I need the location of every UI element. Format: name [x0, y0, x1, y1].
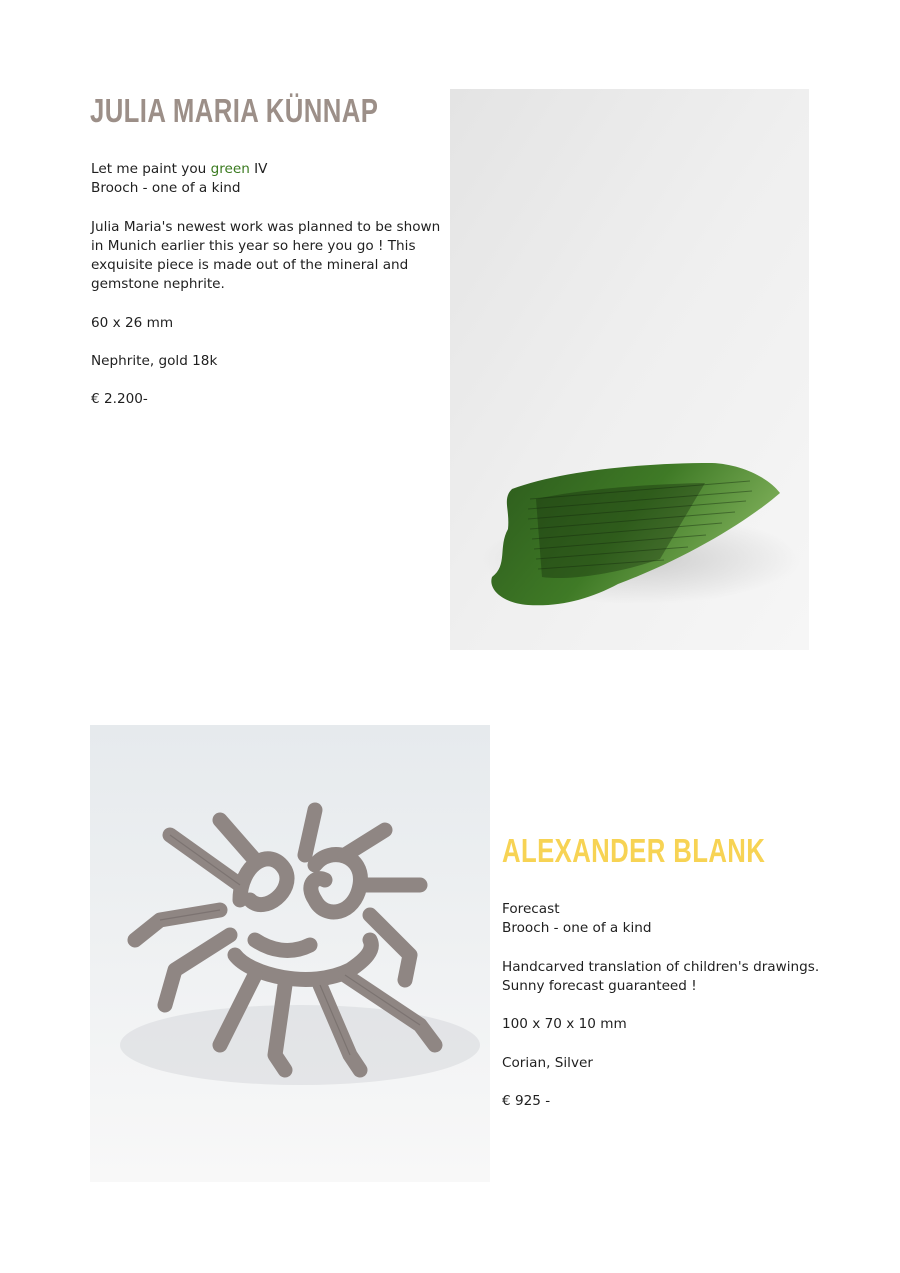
piece-dimensions: 100 x 70 x 10 mm: [502, 1016, 627, 1033]
piece-text: Handcarved translation of children's drawings. Sunny forecast guaranteed !: [502, 958, 820, 994]
piece-price: € 2.200-: [91, 391, 148, 408]
piece-materials: Corian, Silver: [502, 1054, 593, 1071]
piece-type: Brooch - one of a kind: [502, 920, 652, 937]
photo-nephrite-brooch: [450, 89, 809, 650]
piece-dimensions: 60 x 26 mm: [91, 314, 174, 331]
piece-description-blank: [502, 900, 822, 1111]
piece-title: Let me paint you green IV: [91, 161, 268, 177]
piece-materials: Nephrite, gold 18k: [91, 352, 218, 369]
piece-description-kunnap: [91, 160, 441, 410]
piece-type: Brooch - one of a kind: [91, 180, 241, 197]
piece-text: Julia Maria's newest work was planned to be shown in Munich earlier this year so here you go ! This exquisite piece is made out of the mineral and gemstone nephrite.: [91, 218, 441, 293]
artist-name-kunnap: JULIA MARIA KÜNNAP: [90, 92, 379, 129]
piece-title-block: [502, 900, 822, 938]
piece-title-block: [91, 160, 441, 198]
piece-price: € 925 -: [502, 1092, 551, 1109]
piece-title-accent: green: [210, 161, 250, 177]
piece-title: Forecast: [502, 901, 560, 917]
artist-name-blank: ALEXANDER BLANK: [502, 832, 766, 869]
photo-corian-brooch: [90, 725, 490, 1182]
